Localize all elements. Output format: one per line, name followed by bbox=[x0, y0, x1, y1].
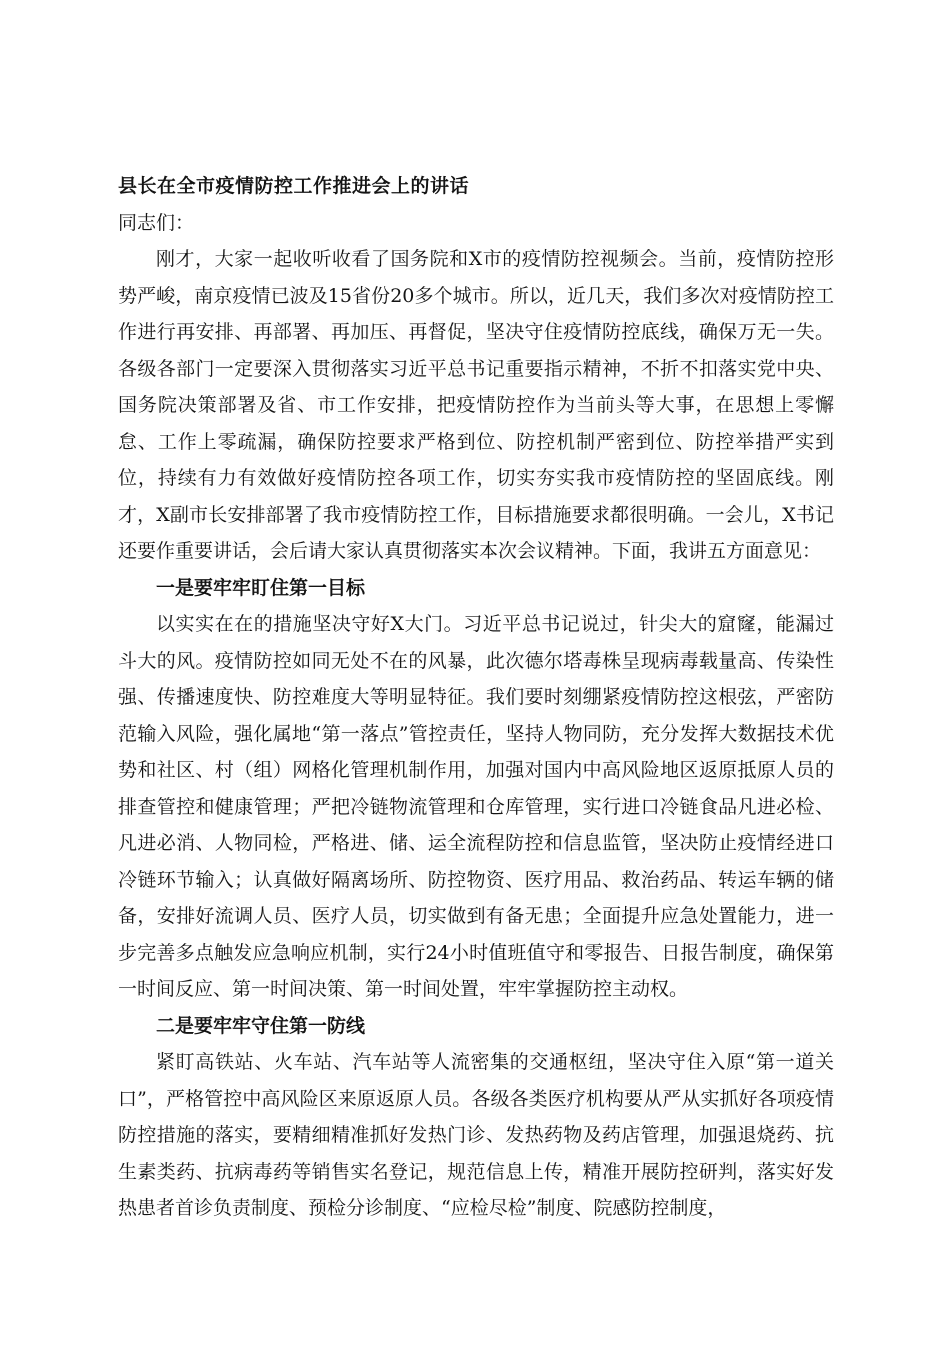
section-1-heading: 一是要牢牢盯住第一目标 bbox=[156, 576, 366, 599]
document-title: 县长在全市疫情防控工作推进会上的讲话 bbox=[118, 175, 470, 197]
section-1-paragraph: 以实实在在的措施坚决守好X大门。习近平总书记说过，针尖大的窟窿，能漏过斗大的风。疫情防控如同无处不在的风暴，此次德尔塔毒株呈现病毒载量高、传染性强、传播速度快、防控难度大等明显特征。我们要时刻绷紧疫情防控这根弦，严密防范输入风险，强化属地“第一落点”管控责任，坚持人物同防，充分发挥大数据技术优势和社区、村（组）网格化管理机制作用，加强对国内中高风险地区返原抵原人员的排查管控和健康管理；严把冷链物流管理和仓库管理，实行进口冷链食品凡进必检、凡进必消、人物同检，严格进、储、运全流程防控和信息监管，坚决防止疫情经进口冷链环节输入；认真做好隔离场所、防控物资、医疗用品、救治药品、转运车辆的储备，安排好流调人员、医疗人员，切实做到有备无患；全面提升应急处置能力，进一步完善多点触发应急响应机制，实行24小时值班值守和零报告、日报告制度，确保第一时间反应、第一时间决策、第一时间处置，牢牢掌握防控主动权。 bbox=[118, 613, 834, 1000]
section-2-heading: 二是要牢牢守住第一防线 bbox=[156, 1014, 366, 1037]
intro-paragraph: 刚才，大家一起收听收看了国务院和X市的疫情防控视频会。当前，疫情防控形势严峻，南京疫情已波及15省份20多个城市。所以，近几天，我们多次对疫情防控工作进行再安排、再部署、再加压、再督促，坚决守住疫情防控底线，确保万无一失。各级各部门一定要深入贯彻落实习近平总书记重要指示精神，不折不扣落实党中央、国务院决策部署及省、市工作安排，把疫情防控作为当前头等大事，在思想上零懈怠、工作上零疏漏，确保防控要求严格到位、防控机制严密到位、防控举措严实到位，持续有力有效做好疫情防控各项工作，切实夯实我市疫情防控的坚固底线。刚才，X副市长安排部署了我市疫情防控工作，目标措施要求都很明确。一会儿，X书记还要作重要讲话，会后请大家认真贯彻落实本次会议精神。下面，我讲五方面意见： bbox=[118, 248, 834, 562]
document-body bbox=[118, 168, 834, 1227]
salutation: 同志们： bbox=[118, 211, 195, 234]
section-2-paragraph: 紧盯高铁站、火车站、汽车站等人流密集的交通枢纽，坚决守住入原“第一道关口”，严格管控中高风险区来原返原人员。各级各类医疗机构要从严从实抓好各项疫情防控措施的落实，要精细精准抓好发热门诊、发热药物及药店管理，加强退烧药、抗生素类药、抗病毒药等销售实名登记，规范信息上传，精准开展防控研判，落实好发热患者首诊负责制度、预检分诊制度、“应检尽检”制度、院感防控制度， bbox=[118, 1051, 834, 1219]
